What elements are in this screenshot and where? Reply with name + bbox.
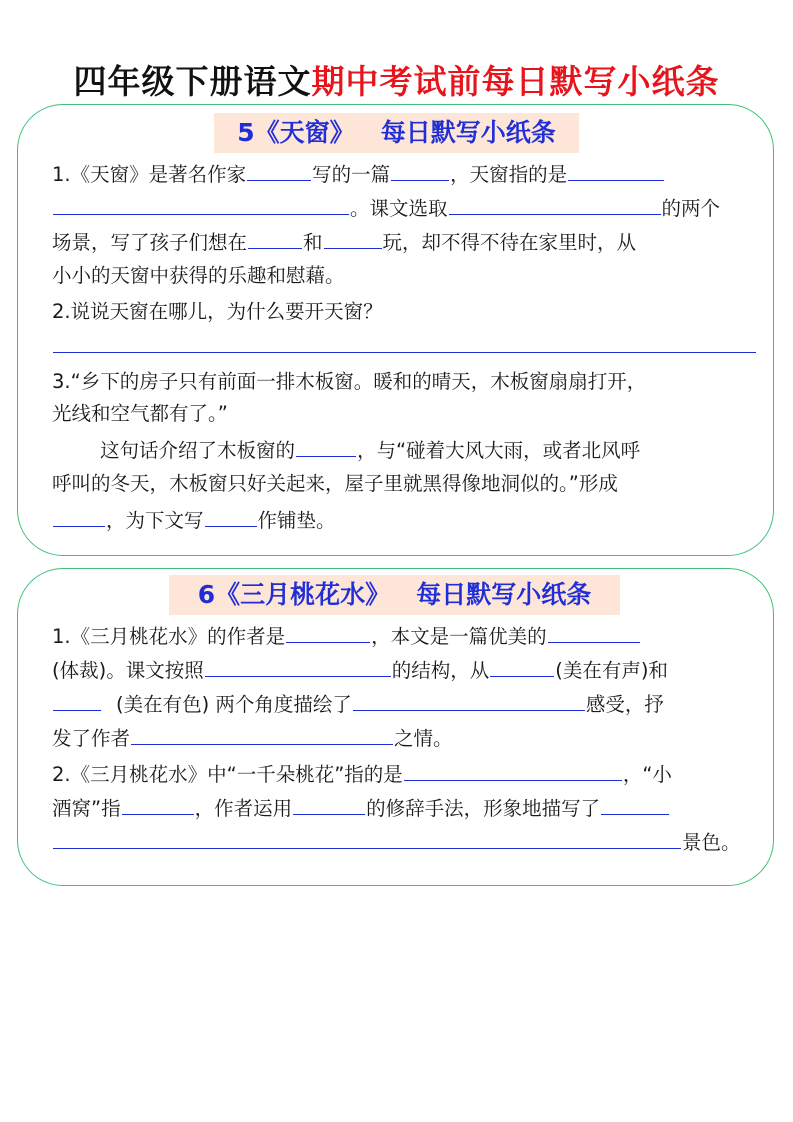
answer-blank[interactable] — [490, 655, 554, 677]
page-title — [0, 58, 793, 106]
question-text: 2.《三月桃花水》中“一千朵桃花”指的是 — [52, 763, 403, 786]
question-text: ，与“碰着大风大雨，或者北风呼 — [357, 439, 641, 462]
question-text: 酒窝”指 — [52, 797, 121, 820]
question-text: 1.《三月桃花水》的作者是 — [52, 625, 286, 648]
question-text: 写的一篇 — [312, 163, 391, 186]
answer-blank[interactable] — [286, 621, 370, 643]
question-text: 这句话介绍了木板窗的 — [100, 439, 296, 462]
answer-blank[interactable] — [53, 689, 101, 711]
text-line — [52, 469, 757, 499]
question-text: ，天窗指的是 — [450, 163, 568, 186]
question-text: 小小的天窗中获得的乐趣和慰藉。 — [52, 264, 345, 287]
question-text: 2.说说天窗在哪儿，为什么要开天窗？ — [52, 300, 383, 323]
answer-blank[interactable] — [404, 759, 622, 781]
text-line — [52, 435, 757, 465]
question-text: ，为下文写 — [106, 509, 204, 532]
answer-blank[interactable] — [53, 827, 681, 849]
card-lesson-6 — [17, 568, 774, 886]
text-line — [52, 621, 757, 651]
question-text: 玩，却不得不待在家里时，从 — [382, 231, 637, 254]
text-line — [52, 399, 757, 429]
text-line — [52, 159, 757, 189]
answer-blank[interactable] — [122, 793, 194, 815]
text-line — [52, 261, 757, 291]
question-text: (体裁)。课文按照 — [52, 659, 204, 682]
question-text: ，“小 — [622, 763, 672, 786]
answer-blank[interactable] — [293, 793, 365, 815]
answer-blank[interactable] — [296, 435, 356, 457]
question-text: 和 — [303, 231, 323, 254]
answer-blank[interactable] — [449, 193, 661, 215]
answer-blank[interactable] — [247, 159, 311, 181]
card-heading — [214, 113, 579, 153]
answer-blank[interactable] — [205, 505, 257, 527]
text-line — [52, 297, 757, 327]
text-line — [52, 723, 757, 753]
question-text: 发了作者 — [52, 727, 131, 750]
heading-tag: 每日默写小纸条 — [380, 118, 556, 147]
answer-blank[interactable] — [391, 159, 449, 181]
text-line — [52, 759, 757, 789]
text-line — [52, 193, 757, 223]
question-text: (美在有色) 两个角度描绘了 — [116, 693, 352, 716]
card-heading — [169, 575, 620, 615]
text-line — [52, 793, 757, 823]
answer-blank[interactable] — [248, 227, 302, 249]
question-text: 的两个 — [661, 197, 721, 220]
answer-blank[interactable] — [205, 655, 391, 677]
question-text: 感受，抒 — [585, 693, 664, 716]
question-text: 光线和空气都有了。” — [52, 402, 228, 425]
card-lesson-5 — [17, 104, 774, 556]
title-topic: 期中考试前每日默写小纸条 — [311, 62, 720, 101]
answer-blank[interactable] — [324, 227, 382, 249]
title-grade: 四年级下册语文 — [73, 62, 312, 101]
text-line — [52, 689, 757, 719]
heading-lesson: 6《三月桃花水》 — [197, 580, 391, 609]
answer-blank[interactable] — [131, 723, 393, 745]
heading-lesson: 5《天窗》 — [237, 118, 355, 147]
text-line — [52, 827, 757, 857]
answer-blank[interactable] — [601, 793, 669, 815]
answer-line — [52, 331, 757, 361]
text-line — [52, 227, 757, 257]
question-text: 场景，写了孩子们想在 — [52, 231, 248, 254]
question-text: 的结构，从 — [391, 659, 490, 682]
question-text: ，作者运用 — [194, 797, 293, 820]
question-text: (美在有声)和 — [555, 659, 668, 682]
answer-blank[interactable] — [548, 621, 640, 643]
question-text: 呼叫的冬天，木板窗只好关起来，屋子里就黑得像地洞似的。”形成 — [52, 472, 618, 495]
question-text: 景色。 — [682, 831, 741, 854]
answer-blank[interactable] — [53, 193, 349, 215]
answer-blank[interactable] — [568, 159, 664, 181]
question-text: ，本文是一篇优美的 — [371, 625, 547, 648]
question-text: 1.《天窗》是著名作家 — [52, 163, 247, 186]
question-text: 作铺垫。 — [257, 509, 336, 532]
text-line — [52, 505, 757, 535]
question-text: 的修辞手法，形象地描写了 — [366, 797, 601, 820]
text-line — [52, 367, 757, 397]
answer-blank[interactable] — [53, 331, 756, 353]
question-text: 。课文选取 — [350, 197, 448, 220]
text-line — [52, 655, 757, 685]
question-text: 3.“乡下的房子只有前面一排木板窗。暖和的晴天，木板窗扇扇打开， — [52, 370, 647, 393]
answer-blank[interactable] — [53, 505, 105, 527]
answer-blank[interactable] — [353, 689, 585, 711]
heading-tag: 每日默写小纸条 — [416, 580, 592, 609]
question-text: 之情。 — [394, 727, 453, 750]
